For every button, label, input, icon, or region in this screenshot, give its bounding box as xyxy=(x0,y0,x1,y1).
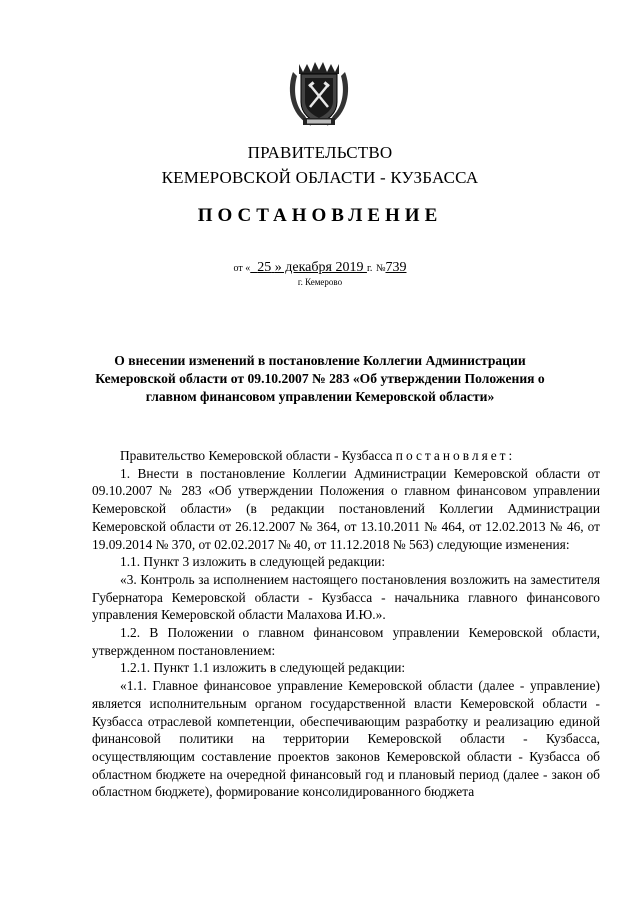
number-label: № xyxy=(375,263,386,274)
date-prefix: от « xyxy=(233,263,251,274)
city-label: г. Кемерово xyxy=(297,277,343,287)
year-suffix: г. xyxy=(366,263,373,274)
body-paragraph: «3. Контроль за исполнением настоящего постановления возложить на заместителя Губернатора Кемеровской области - Кузбасса - начальника главного финансового управления Кемеровской области Малахова И.Ю.». xyxy=(92,571,600,623)
body-paragraph: 1.2.1. Пункт 1.1 изложить в следующей редакции: xyxy=(120,660,406,676)
document-body xyxy=(92,447,600,801)
body-paragraph: 1.1. Пункт 3 изложить в следующей редакции: xyxy=(120,554,386,570)
body-paragraph: «1.1. Главное финансовое управление Кемеровской области (далее - управление) является исполнительным органом государственной власти Кемеровской области - Кузбасса отраслевой компетенции, обеспечивающим разработку и реализацию единой финансовой политики на территории Кемеровской области - Кузбасса, осуществляющим составление проектов законов Кемеровской области - Кузбасса об областном бюджете на очередной финансовый год и плановый период (далее - закон об областном бюджете), формирование консолидированного бюджета xyxy=(92,678,600,800)
body-paragraph: 1. Внести в постановление Коллегии Администрации Кемеровской области от 09.10.2007 № 283 «Об утверждении Положения о главном финансовом управлении Кемеровской области» (в редакции постановлений Коллегии Администрации Кемеровской области от 26.12.2007 № 364, от 13.10.2011 № 464, от 12.02.2013 № 46, от 19.09.2014 № 370, от 02.02.2017 № 40, от 11.12.2018 № 563) следующие изменения: xyxy=(92,465,600,552)
intro-paragraph: Правительство Кемеровской области - Кузбасса постановляет: xyxy=(120,448,516,463)
government-name: ПРАВИТЕЛЬСТВО xyxy=(247,143,393,162)
document-dateline xyxy=(0,260,640,276)
date-month-year: » декабря 2019 xyxy=(274,260,367,275)
document-subject: О внесении изменений в постановление Коллегии Администрации Кемеровской области от 09.10.2007 № 283 «Об утверждении Положения о главном финансовом управлении Кемеровской области» xyxy=(95,353,545,404)
date-day: 25 xyxy=(257,260,272,275)
region-name: КЕМЕРОВСКОЙ ОБЛАСТИ - КУЗБАССА xyxy=(161,168,479,187)
document-number: 739 xyxy=(385,260,407,275)
coat-of-arms-emblem xyxy=(285,52,353,130)
document-type-title: ПОСТАНОВЛЕНИЕ xyxy=(197,205,443,226)
body-paragraph: 1.2. В Положении о главном финансовом управлении Кемеровской области, утвержденном постановлением: xyxy=(92,625,600,658)
